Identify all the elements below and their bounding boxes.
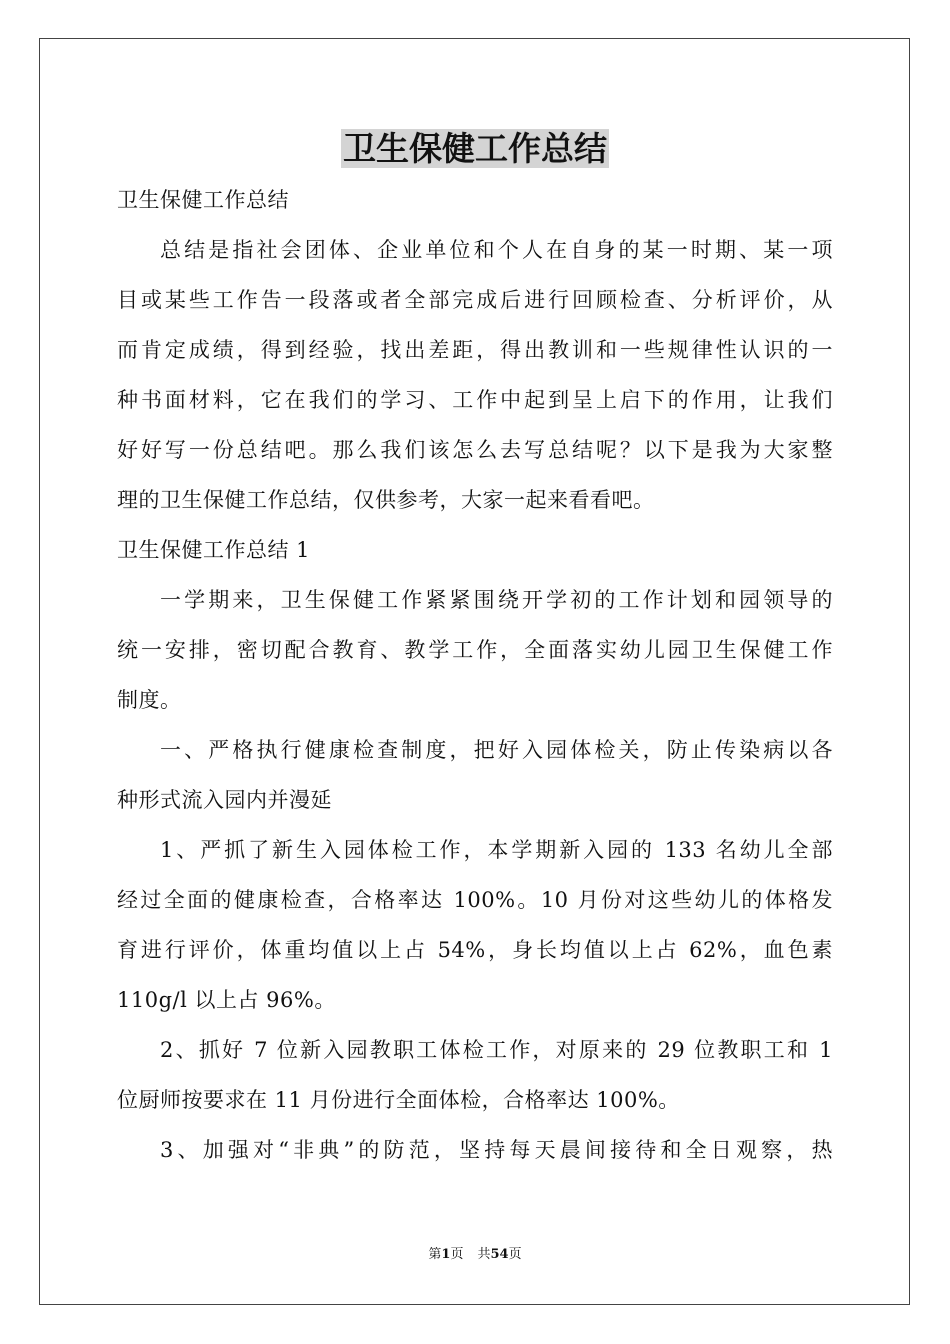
text-line: 制度。 bbox=[117, 688, 182, 712]
text-line: 目或某些工作告一段落或者全部完成后进行回顾检查、分析评价，从 bbox=[117, 288, 833, 312]
text-line: 育进行评价，体重均值以上占 54%，身长均值以上占 62%，血色素 bbox=[117, 938, 833, 962]
footer-total-unit: 页 bbox=[508, 1247, 522, 1262]
document-title bbox=[0, 126, 950, 172]
text-line: 位厨师按要求在 11 月份进行全面体检，合格率达 100%。 bbox=[117, 1088, 680, 1112]
text-line: 一学期来，卫生保健工作紧紧围绕开学初的工作计划和园领导的 bbox=[160, 588, 833, 612]
text-line: 卫生保健工作总结 bbox=[117, 188, 289, 212]
footer-page-prefix: 第 bbox=[428, 1247, 442, 1262]
text-line: 种形式流入园内并漫延 bbox=[117, 788, 332, 812]
text-line: 3、加强对“非典”的防范，坚持每天晨间接待和全日观察，热 bbox=[160, 1138, 833, 1162]
text-line: 统一安排，密切配合教育、教学工作，全面落实幼儿园卫生保健工作 bbox=[117, 638, 833, 662]
text-line: 1、严抓了新生入园体检工作，本学期新入园的 133 名幼儿全部 bbox=[160, 838, 833, 862]
footer-page-number: 1 bbox=[441, 1247, 451, 1262]
text-line: 一、严格执行健康检查制度，把好入园体检关，防止传染病以各 bbox=[160, 738, 833, 762]
text-line: 卫生保健工作总结 1 bbox=[117, 538, 311, 562]
footer-page-unit: 页 bbox=[450, 1247, 464, 1262]
footer-total-pages: 54 bbox=[490, 1247, 509, 1262]
page-footer bbox=[0, 1246, 950, 1264]
text-line: 好好写一份总结吧。那么我们该怎么去写总结呢？以下是我为大家整 bbox=[117, 438, 833, 462]
text-line: 经过全面的健康检查，合格率达 100%。10 月份对这些幼儿的体格发 bbox=[117, 888, 833, 912]
text-line: 理的卫生保健工作总结，仅供参考，大家一起来看看吧。 bbox=[117, 488, 655, 512]
text-line: 总结是指社会团体、企业单位和个人在自身的某一时期、某一项 bbox=[160, 238, 833, 262]
footer-total-prefix: 共 bbox=[477, 1247, 491, 1262]
text-line: 2、抓好 7 位新入园教职工体检工作，对原来的 29 位教职工和 1 bbox=[160, 1038, 833, 1062]
text-line: 而肯定成绩，得到经验，找出差距，得出教训和一些规律性认识的一 bbox=[117, 338, 833, 362]
text-line: 种书面材料，它在我们的学习、工作中起到呈上启下的作用，让我们 bbox=[117, 388, 833, 412]
document-title-text: 卫生保健工作总结 bbox=[343, 129, 607, 168]
document-body bbox=[117, 175, 833, 1175]
text-line: 110g/l 以上占 96%。 bbox=[117, 988, 336, 1012]
